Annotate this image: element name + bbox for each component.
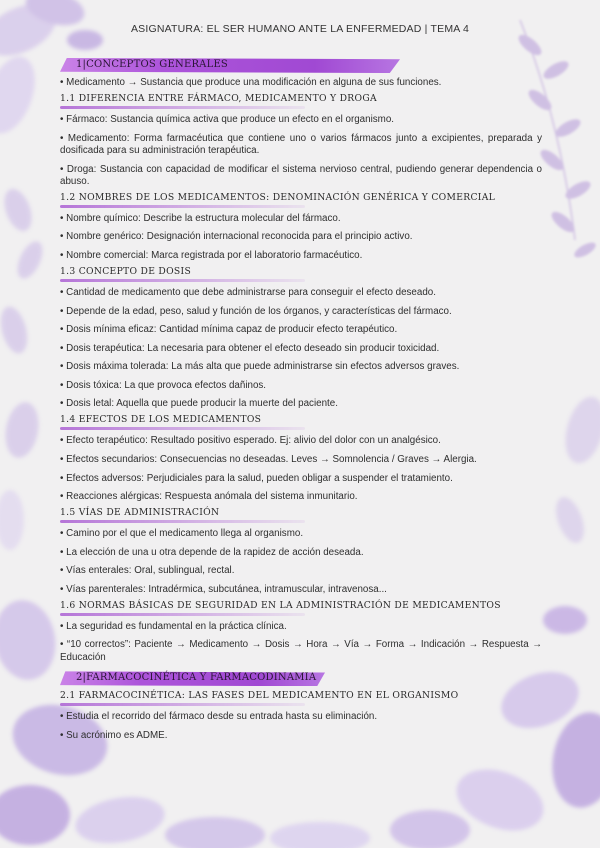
list-item: • La elección de una u otra depende de la rapidez de acción deseada. <box>60 546 364 558</box>
list-item: • Nombre genérico: Designación internacional reconocida para el principio activo. <box>60 231 413 243</box>
list-item: • Efectos adversos: Perjudiciales para la salud, pueden obligar a suspender el tratamiento. <box>60 472 453 484</box>
subsection-1-6-title: 1.6 NORMAS BÁSICAS DE SEGURIDAD EN LA ADMINISTRACIÓN DE MEDICAMENTOS <box>60 600 542 616</box>
list-item: • Efecto terapéutico: Resultado positivo esperado. Ej: alivio del dolor con un analgésico. <box>60 435 441 447</box>
subsection-1-2-title: 1.2 NOMBRES DE LOS MEDICAMENTOS: DENOMINACIÓN GENÉRICA Y COMERCIAL <box>60 192 542 208</box>
list-item: • Droga: Sustancia con capacidad de modificar el sistema nervioso central, pudiendo generar dependencia o abuso. <box>60 163 542 187</box>
subsection-1-1-title: 1.1 DIFERENCIA ENTRE FÁRMACO, MEDICAMENTO Y DROGA <box>60 93 542 109</box>
subsection-2-1-title: 2.1 FARMACOCINÉTICA: LAS FASES DEL MEDICAMENTO EN EL ORGANISMO <box>60 690 542 706</box>
list-item: • Reacciones alérgicas: Respuesta anómala del sistema inmunitario. <box>60 491 358 503</box>
list-item: • Dosis mínima eficaz: Cantidad mínima capaz de producir efecto terapéutico. <box>60 324 398 336</box>
list-item: • Dosis letal: Aquella que puede producir la muerte del paciente. <box>60 398 338 410</box>
list-item: • Su acrónimo es ADME. <box>60 729 168 741</box>
list-item: • Vías parenterales: Intradérmica, subcutánea, intramuscular, intravenosa... <box>60 583 387 595</box>
section-1-intro: • Medicamento → Sustancia que produce una modificación en alguna de sus funciones. <box>60 77 442 88</box>
list-item: • Efectos secundarios: Consecuencias no deseadas. Leves → Somnolencia / Graves → Alergia. <box>60 453 477 465</box>
list-item: • Dosis terapéutica: La necesaria para obtener el efecto deseado sin producir toxicidad. <box>60 342 440 354</box>
list-item: • Estudia el recorrido del fármaco desde su entrada hasta su eliminación. <box>60 711 378 723</box>
list-item: • Dosis tóxica: La que provoca efectos dañinos. <box>60 379 267 391</box>
section-2-title: 2|FARMACOCINÉTICA Y FARMACODINAMIA <box>60 670 542 686</box>
list-item: • Camino por el que el medicamento llega al organismo. <box>60 528 304 540</box>
subsection-1-3-title: 1.3 CONCEPTO DE DOSIS <box>60 266 542 282</box>
subsection-1-5-title: 1.5 VÍAS DE ADMINISTRACIÓN <box>60 507 542 523</box>
page-header: ASIGNATURA: EL SER HUMANO ANTE LA ENFERMEDAD | TEMA 4 <box>130 23 470 35</box>
subsection-1-4-title: 1.4 EFECTOS DE LOS MEDICAMENTOS <box>60 414 542 430</box>
list-item: • Cantidad de medicamento que debe administrarse para conseguir el efecto deseado. <box>60 286 436 298</box>
list-item: • La seguridad es fundamental en la práctica clínica. <box>60 620 287 632</box>
list-item: • Vías enterales: Oral, sublingual, rectal. <box>60 565 235 577</box>
list-item: • Dosis máxima tolerada: La más alta que puede administrarse sin efectos adversos graves. <box>60 361 460 373</box>
list-item: • Medicamento: Forma farmacéutica que contiene uno o varios fármacos junto a excipientes, preparada y dosificada para su administración terapéutica. <box>60 132 542 156</box>
list-item: • Depende de la edad, peso, salud y función de los órganos, y características del fármaco. <box>60 305 452 317</box>
list-item: • Nombre químico: Describe la estructura molecular del fármaco. <box>60 212 341 224</box>
list-item: • “10 correctos”: Paciente → Medicamento → Dosis → Hora → Vía → Forma → Indicación → Respuesta → Educación <box>60 639 542 663</box>
list-item: • Fármaco: Sustancia química activa que produce un efecto en el organismo. <box>60 113 394 125</box>
section-1-title: 1|CONCEPTOS GENERALES <box>60 57 542 73</box>
list-item: • Nombre comercial: Marca registrada por el laboratorio farmacéutico. <box>60 250 363 261</box>
document-content <box>60 57 542 749</box>
